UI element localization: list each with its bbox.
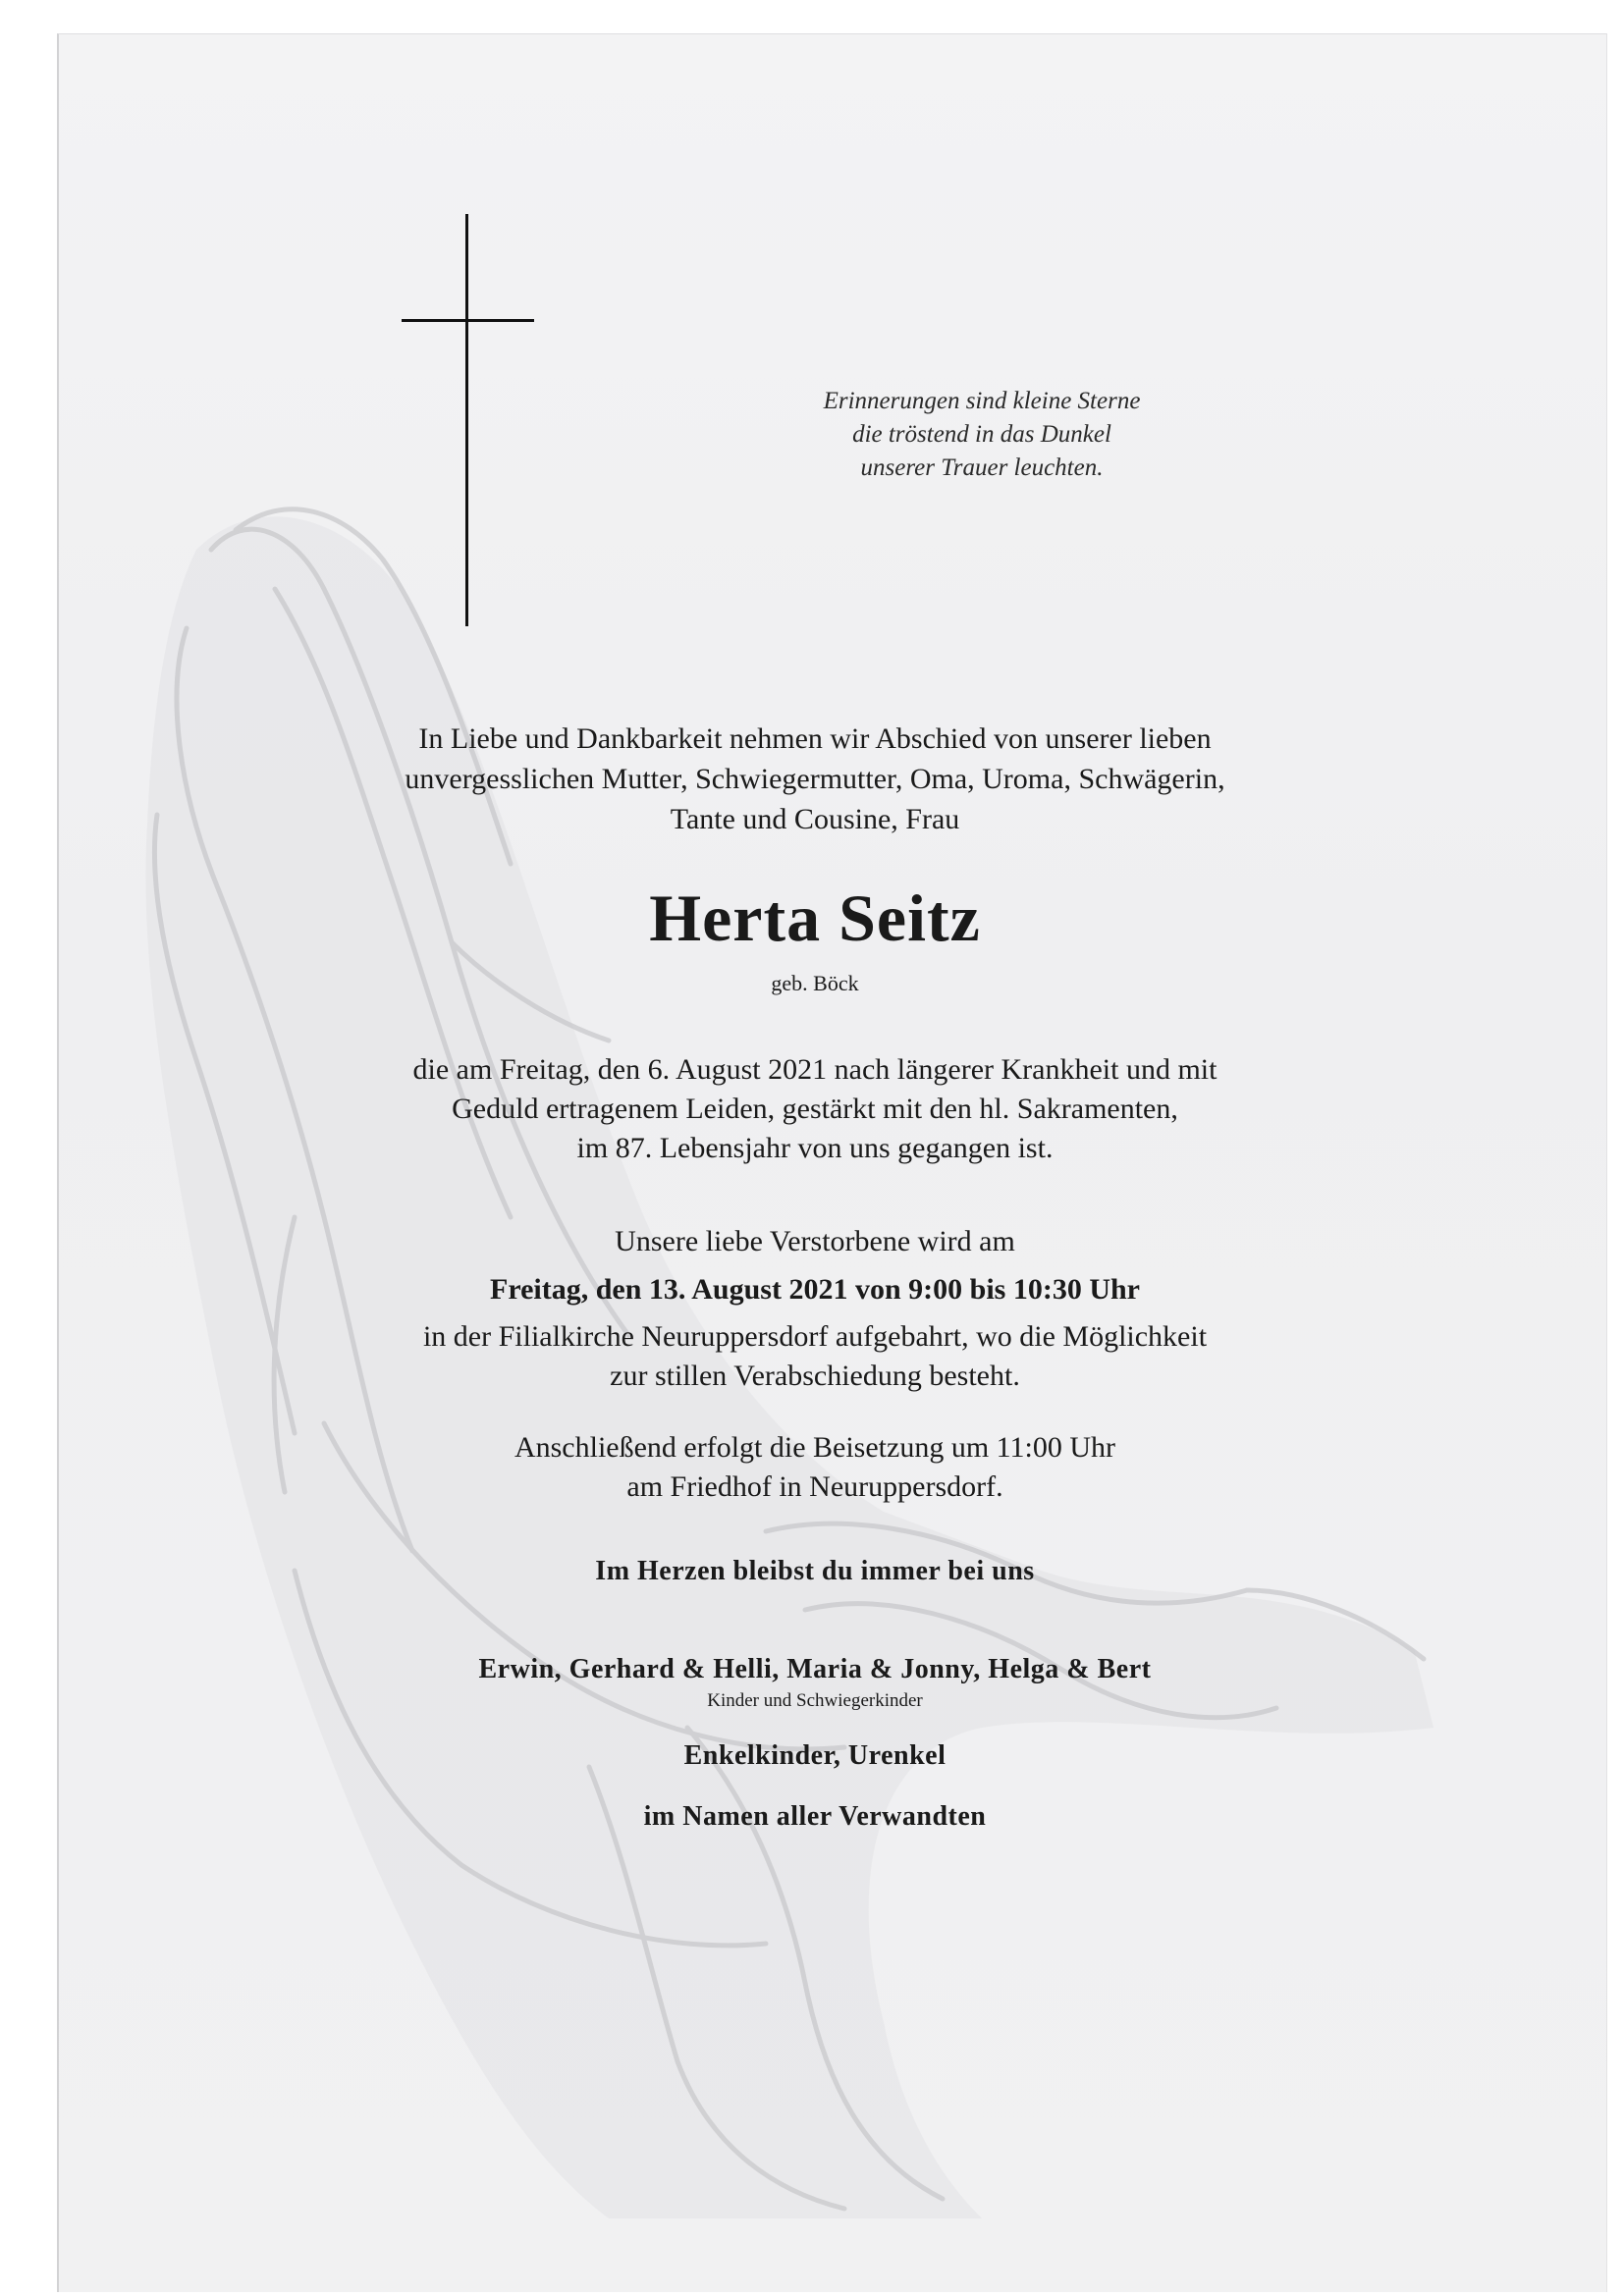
quote-line: Erinnerungen sind kleine Sterne	[823, 388, 1141, 414]
memorial-motto: Im Herzen bleibst du immer bei uns	[595, 1556, 1035, 1586]
mourners-relatives: im Namen aller Verwandten	[643, 1801, 987, 1832]
viewing-details	[324, 1317, 1306, 1396]
burial-line: am Friedhof in Neuruppersdorf.	[626, 1470, 1003, 1503]
death-line: die am Freitag, den 6. August 2021 nach längerer Krankheit und mit	[412, 1053, 1217, 1086]
mourners-children-role: Kinder und Schwiegerkinder	[707, 1690, 923, 1711]
burial-details	[324, 1428, 1306, 1507]
burial-line: Anschließend erfolgt die Beisetzung um 11:00 Uhr	[514, 1431, 1116, 1464]
viewing-line: in der Filialkirche Neuruppersdorf aufgebahrt, wo die Möglichkeit	[422, 1320, 1208, 1353]
death-line: Geduld ertragenem Leiden, gestärkt mit den hl. Sakramenten,	[452, 1093, 1178, 1125]
memorial-quote	[785, 385, 1178, 485]
deceased-name: Herta Seitz	[649, 881, 981, 955]
intro-line: In Liebe und Dankbarkeit nehmen wir Abschied von unserer lieben	[418, 722, 1212, 755]
death-notice	[324, 1050, 1306, 1168]
mourners-grandchildren: Enkelkinder, Urenkel	[683, 1740, 947, 1771]
intro-line: unvergesslichen Mutter, Schwiegermutter, Oma, Uroma, Schwägerin,	[405, 763, 1225, 795]
intro-text	[324, 719, 1306, 839]
death-line: im 87. Lebensjahr von uns gegangen ist.	[576, 1132, 1054, 1164]
cross-horizontal-bar	[402, 319, 534, 322]
intro-line: Tante und Cousine, Frau	[670, 803, 960, 835]
quote-line: die tröstend in das Dunkel	[852, 421, 1111, 448]
viewing-line: zur stillen Verabschiedung besteht.	[610, 1360, 1020, 1392]
cross-vertical-bar	[465, 214, 468, 626]
viewing-intro: Unsere liebe Verstorbene wird am	[615, 1225, 1015, 1257]
maiden-name: geb. Böck	[771, 971, 859, 995]
quote-line: unserer Trauer leuchten.	[860, 454, 1104, 481]
viewing-date: Freitag, den 13. August 2021 von 9:00 bis 10:30 Uhr	[490, 1273, 1140, 1306]
mourners-children: Erwin, Gerhard & Helli, Maria & Jonny, Helga & Bert	[478, 1654, 1152, 1684]
